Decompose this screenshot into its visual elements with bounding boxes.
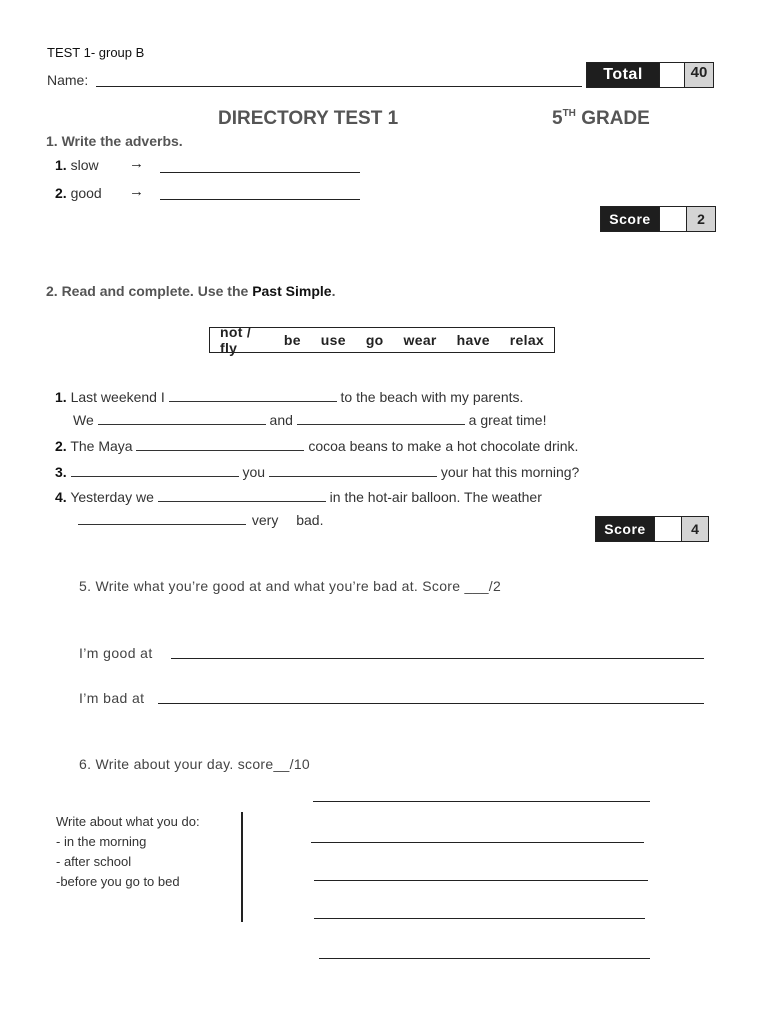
day-answer-line-1[interactable] (313, 801, 650, 802)
word-bank (209, 324, 555, 356)
divider (241, 812, 243, 922)
section5-heading: 5. Write what you’re good at and what you’re bad at. Score ___/2 (79, 578, 502, 594)
day-prompt-title: Write about what you do: (56, 814, 200, 829)
answer-blank[interactable] (169, 389, 337, 402)
day-answer-line-3[interactable] (314, 880, 648, 881)
section2-score-value: 4 (681, 517, 708, 541)
section1-score-value: 2 (686, 207, 715, 231)
word-bank-item: not / fly (220, 324, 252, 356)
adverb-answer-line-1[interactable] (160, 172, 360, 173)
adverb-answer-line-2[interactable] (160, 199, 360, 200)
name-field-line[interactable] (96, 86, 582, 87)
grade-label: 5TH GRADE (552, 108, 650, 129)
answer-blank[interactable] (98, 412, 266, 425)
sentence-1-continued: We and a great time! (73, 412, 547, 428)
day-prompt (56, 812, 200, 892)
section6-heading: 6. Write about your day. score__/10 (79, 756, 310, 772)
answer-blank[interactable] (269, 464, 437, 477)
page-title: DIRECTORY TEST 1 (218, 108, 399, 129)
day-prompt-bullet: - after school (56, 854, 132, 869)
section1-heading: 1. Write the adverbs. (46, 133, 183, 149)
good-at-label: I’m good at (79, 645, 153, 661)
total-score-value: 40 (684, 63, 713, 87)
sentence-4: 4. Yesterday we in the hot-air balloon. The weather (55, 489, 542, 505)
day-answer-line-2[interactable] (311, 842, 644, 843)
total-score-box (586, 62, 714, 88)
bad-at-label: I’m bad at (79, 690, 145, 706)
name-label: Name: (47, 72, 89, 88)
good-at-answer-line[interactable] (171, 658, 704, 659)
word-bank-item: go (365, 332, 384, 348)
total-score-field[interactable] (659, 63, 684, 87)
day-prompt-bullet: - in the morning (56, 834, 147, 849)
day-answer-line-4[interactable] (314, 918, 645, 919)
answer-blank[interactable] (71, 464, 239, 477)
answer-blank[interactable] (297, 412, 465, 425)
section1-score-box (600, 206, 716, 232)
section1-score-field[interactable] (659, 207, 686, 231)
adverb-item-1: 1. slow (55, 157, 99, 173)
day-prompt-bullet: -before you go to bed (56, 874, 180, 889)
score-label: Score (596, 517, 654, 541)
section2-score-field[interactable] (654, 517, 681, 541)
arrow-icon: → (129, 155, 144, 172)
score-label: Score (601, 207, 659, 231)
answer-blank[interactable] (78, 512, 246, 525)
sentence-4-continued: very bad. (78, 512, 323, 528)
word-bank-item: relax (509, 332, 544, 348)
section2-score-box (595, 516, 709, 542)
total-label: Total (587, 63, 659, 87)
adverb-item-2: 2. good (55, 185, 102, 201)
sentence-3: 3. you your hat this morning? (55, 464, 580, 480)
sentence-2: 2. The Maya cocoa beans to make a hot chocolate drink. (55, 438, 579, 454)
sentence-1: 1. Last weekend I to the beach with my parents. (55, 389, 524, 405)
word-bank-item: wear (403, 332, 437, 348)
word-bank-item: use (320, 332, 346, 348)
arrow-icon: → (129, 183, 144, 200)
answer-blank[interactable] (136, 438, 304, 451)
test-group-label: TEST 1- group B (47, 45, 145, 60)
word-bank-item: be (283, 332, 301, 348)
word-bank-item: have (456, 332, 490, 348)
section2-heading: 2. Read and complete. Use the Past Simple. (46, 283, 336, 299)
answer-blank[interactable] (158, 489, 326, 502)
bad-at-answer-line[interactable] (158, 703, 704, 704)
day-answer-line-5[interactable] (319, 958, 650, 959)
